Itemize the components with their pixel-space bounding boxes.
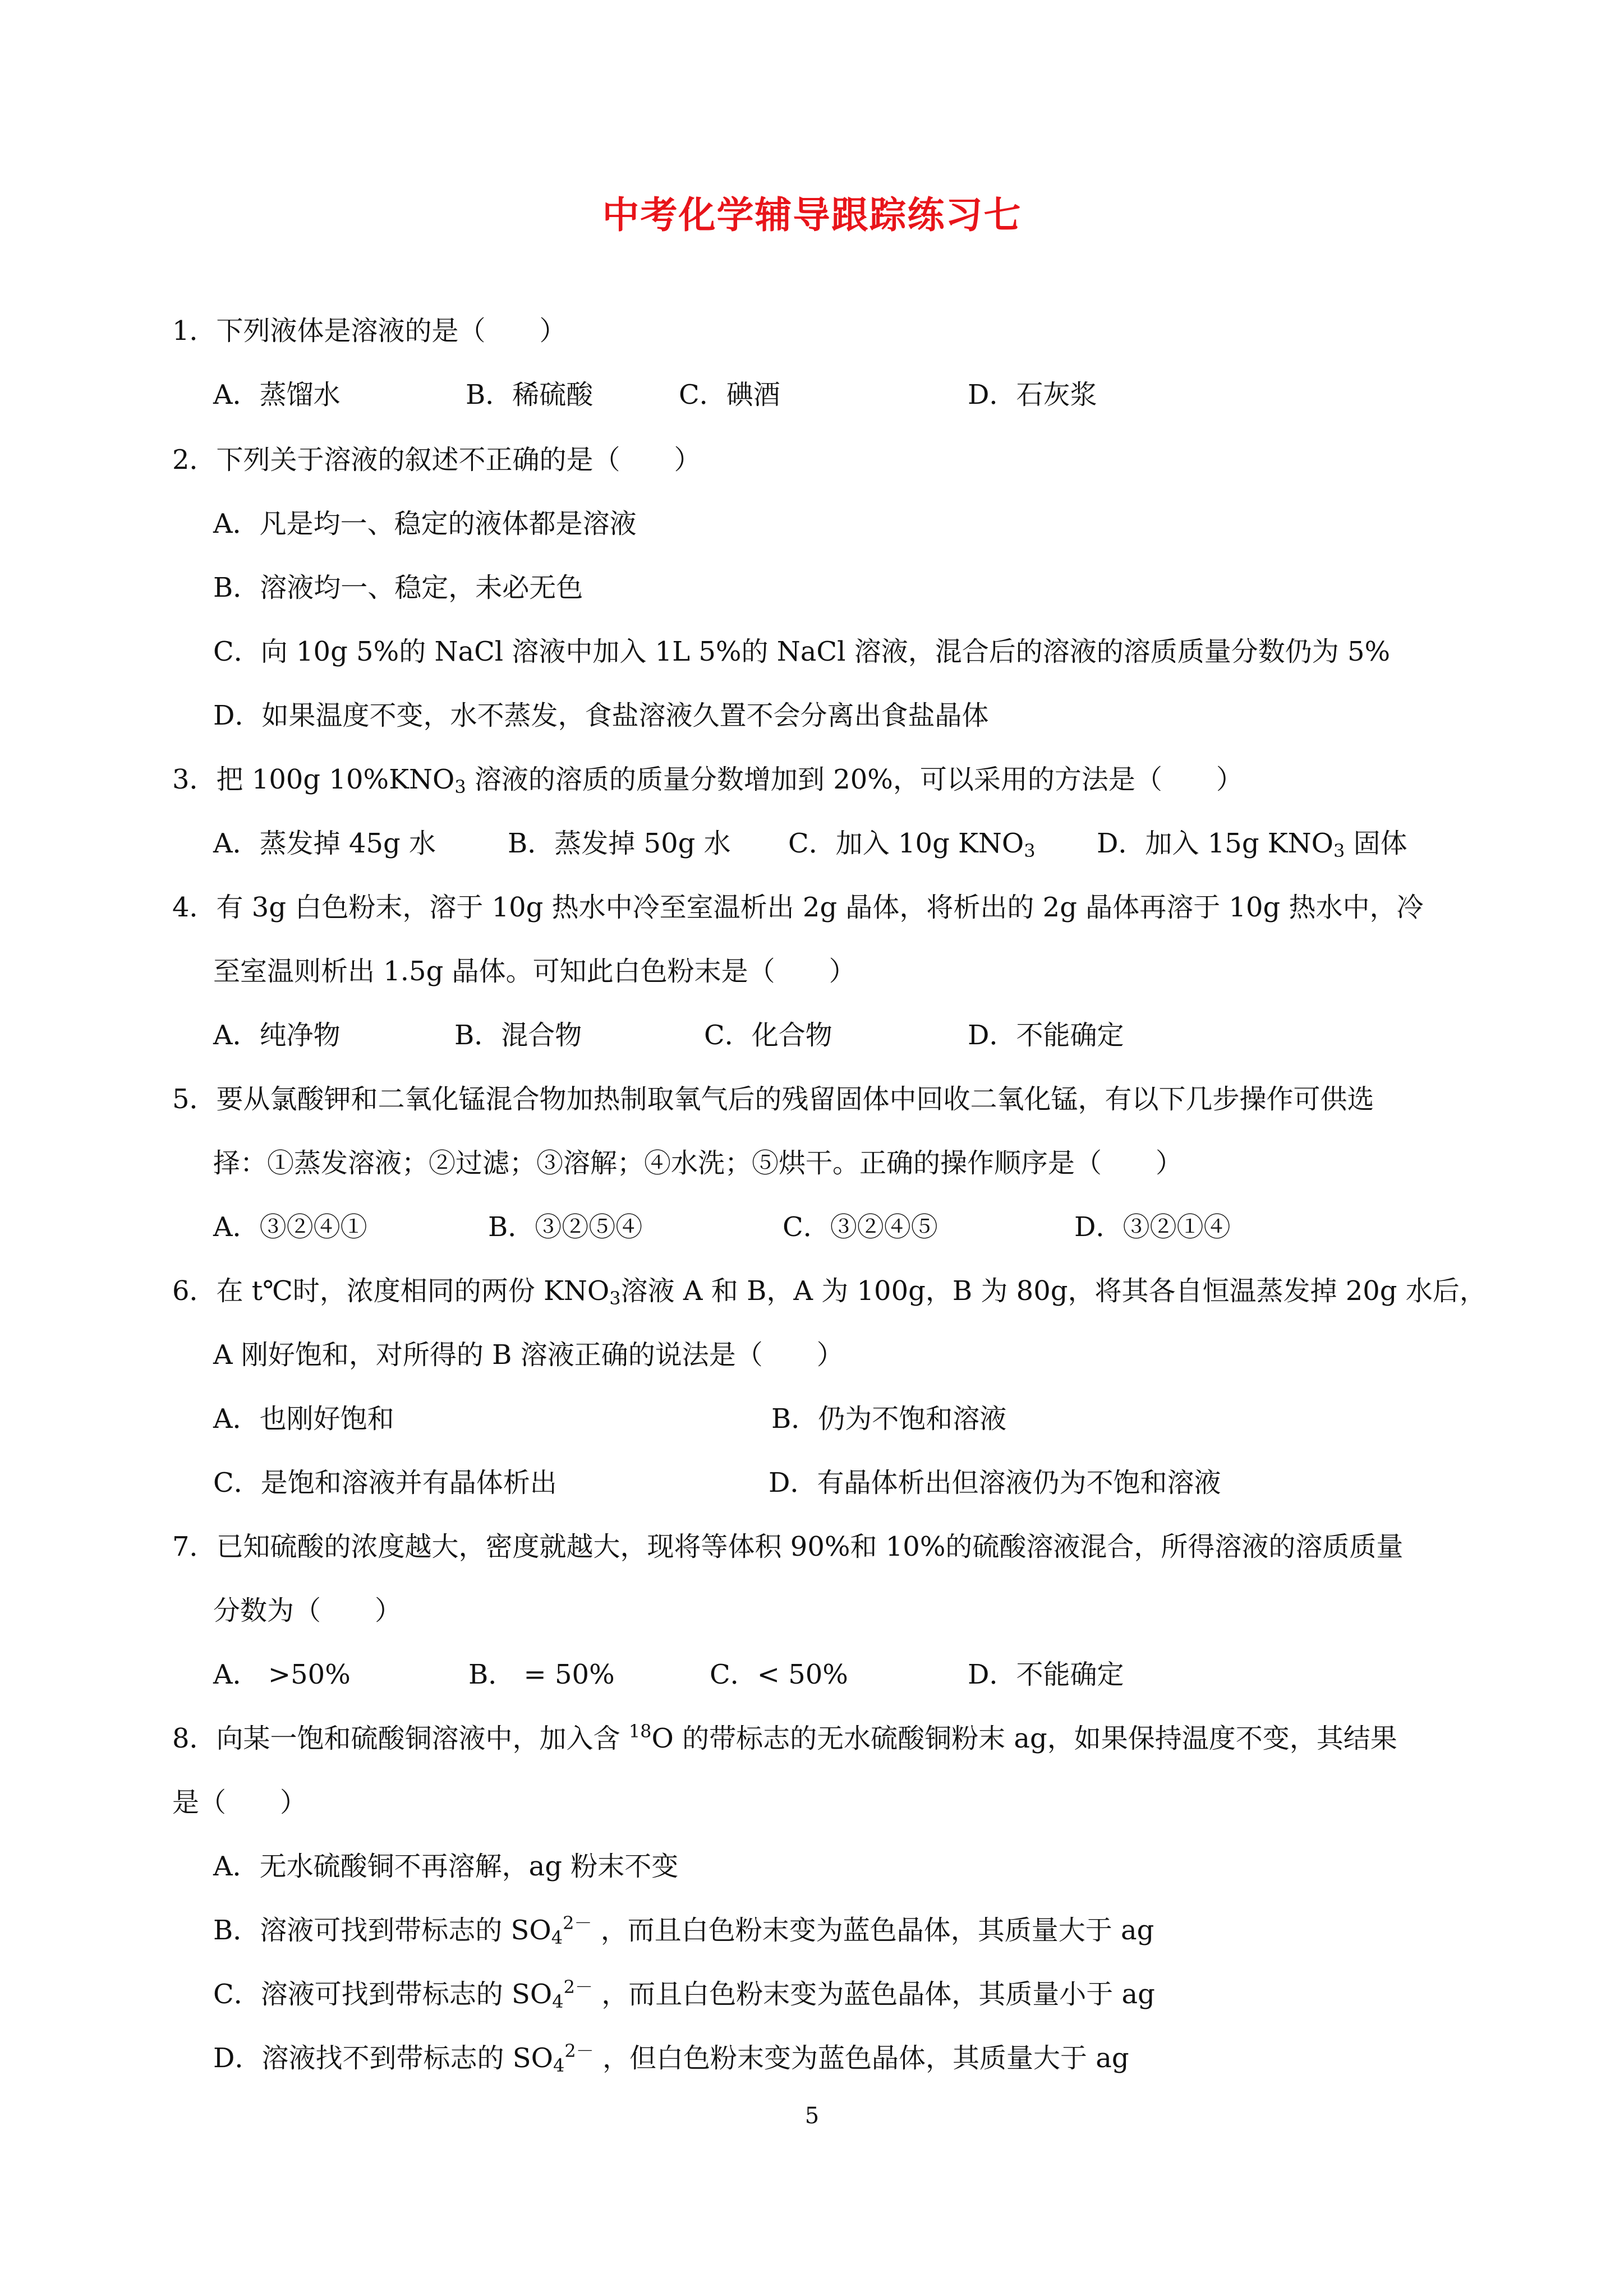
question-1-option-c: C．碘酒 xyxy=(679,379,780,411)
question-3-stem: 3．把 100g $10\%KNO_3$ 溶液的溶质的质量分数增加到 20%，可以采用的方法是（ ） xyxy=(172,764,1243,797)
question-5-option-a: A．③②④① xyxy=(213,1211,367,1243)
question-8-option-a: A．无水硫酸铜不再溶解，ag 粉末不变 xyxy=(213,1851,679,1882)
question-1-option-b: B．稀硫酸 xyxy=(466,379,594,411)
page-number: 5 xyxy=(804,2103,820,2129)
question-6-option-d: D．有晶体析出但溶液仍为不饱和溶液 xyxy=(769,1467,1221,1499)
question-7-option-d: D．不能确定 xyxy=(968,1659,1124,1690)
question-8-stem-line-1: 8．向某一饱和硫酸铜溶液中，加入含 $^{18}$O 的带标志的无水硫酸铜粉末 ag，如果保持温度不变，其结果 xyxy=(172,1721,1397,1754)
question-8-option-b: B．溶液可找到带标志的 $SO_4^{2-}$ ，而且白色粉末变为蓝色晶体，其质量大于 ag xyxy=(213,1912,1154,1948)
question-5-option-d: D．③②①④ xyxy=(1074,1211,1231,1243)
question-7-option-b: B． = 50% xyxy=(468,1659,615,1690)
question-2-option-c: C．向 10g 5%的 NaCl 溶液中加入 1L 5%的 NaCl 溶液，混合后的溶液的溶质质量分数仍为 5% xyxy=(213,636,1391,667)
question-1-option-a: A．蒸馏水 xyxy=(213,379,341,411)
question-2-option-d: D．如果温度不变，水不蒸发，食盐溶液久置不会分离出食盐晶体 xyxy=(213,700,989,731)
question-4-option-d: D．不能确定 xyxy=(968,1020,1124,1051)
question-4-stem-line-2: 至室温则析出 1.5g 晶体。可知此白色粉末是（ ） xyxy=(213,956,856,987)
question-5-option-b: B．③②⑤④ xyxy=(488,1211,643,1243)
question-8-stem-line-2: 是（ ） xyxy=(172,1787,307,1818)
question-6-stem-line-2: A 刚好饱和，对所得的 B 溶液正确的说法是（ ） xyxy=(213,1339,844,1371)
question-3-option-a: A．蒸发掉 45g 水 xyxy=(213,828,436,859)
question-2-option-a: A．凡是均一、稳定的液体都是溶液 xyxy=(213,508,637,540)
question-7-stem-line-1: 7．已知硫酸的浓度越大，密度就越大，现将等体积 90%和 10%的硫酸溶液混合，所得溶液的溶质质量 xyxy=(172,1531,1404,1562)
question-1-stem: 1．下列液体是溶液的是（ ） xyxy=(172,315,567,347)
question-8-option-c: C．溶液可找到带标志的 $SO_4^{2-}$ ，而且白色粉末变为蓝色晶体，其质量小于 ag xyxy=(213,1976,1155,2012)
question-6-option-b: B．仍为不饱和溶液 xyxy=(771,1403,1007,1435)
question-6-option-c: C．是饱和溶液并有晶体析出 xyxy=(213,1467,557,1499)
question-5-stem-line-1: 5．要从氯酸钾和二氧化锰混合物加热制取氧气后的残留固体中回收二氧化锰，有以下几步操作可供选 xyxy=(172,1084,1374,1115)
question-7-stem-line-2: 分数为（ ） xyxy=(213,1595,402,1626)
question-2-stem: 2．下列关于溶液的叙述不正确的是（ ） xyxy=(172,444,701,476)
question-3-option-d: D．加入 15g $KNO_3$ 固体 xyxy=(1097,828,1407,861)
question-4-option-a: A．纯净物 xyxy=(213,1020,341,1051)
question-6-stem-line-1: 6．在 t℃时，浓度相同的两份 $KNO_3$溶液 A 和 B，A 为 100g，B 为 80g，将其各自恒温蒸发掉 20g 水后， xyxy=(172,1275,1487,1309)
question-5-stem-line-2: 择：①蒸发溶液；②过滤；③溶解；④水洗；⑤烘干。正确的操作顺序是（ ） xyxy=(213,1147,1183,1179)
question-5-option-c: C．③②④⑤ xyxy=(783,1211,938,1243)
question-8-option-d: D．溶液找不到带标志的 $SO_4^{2-}$ ，但白色粉末变为蓝色晶体，其质量大于 ag xyxy=(213,2040,1129,2076)
question-7-option-c: C．< 50% xyxy=(710,1659,848,1690)
question-4-option-b: B．混合物 xyxy=(454,1020,582,1051)
question-2-option-b: B．溶液均一、稳定，未必无色 xyxy=(213,572,583,603)
question-4-stem-line-1: 4．有 3g 白色粉末，溶于 10g 热水中冷至室温析出 2g 晶体，将析出的 2g 晶体再溶于 10g 热水中，冷 xyxy=(172,892,1424,923)
question-4-option-c: C．化合物 xyxy=(704,1020,832,1051)
page-title: 中考化学辅导跟踪练习七 xyxy=(602,193,1022,237)
question-6-option-a: A．也刚好饱和 xyxy=(213,1403,394,1435)
question-3-option-c: C．加入 10g $KNO_3$ xyxy=(788,828,1036,861)
question-1-option-d: D．石灰浆 xyxy=(968,379,1097,411)
question-7-option-a: A． >50% xyxy=(213,1659,351,1690)
question-3-option-b: B．蒸发掉 50g 水 xyxy=(508,828,731,859)
